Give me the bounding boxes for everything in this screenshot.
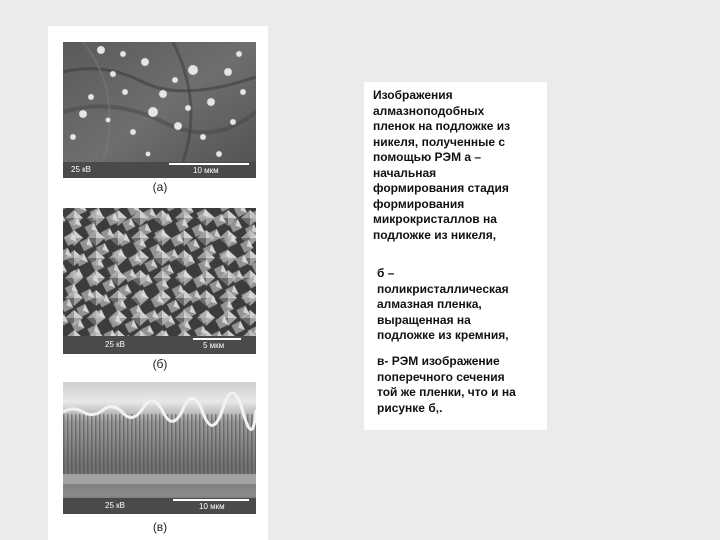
caption-a: (а) xyxy=(152,180,168,194)
scale-bar-a xyxy=(169,163,249,165)
description-part-a: Изображения алмазноподобных пленок на подложке из никеля, полученные с помощью РЭМ а – начальная формирования стадия формирования микрокристаллов на подложке из никеля, xyxy=(373,88,511,242)
description-panel xyxy=(364,82,547,430)
scale-bar-c xyxy=(173,499,249,501)
scale-label-a: 10 мкм xyxy=(193,166,219,175)
sem-image-b xyxy=(63,208,256,354)
sem-image-c-graphic xyxy=(63,382,256,514)
caption-c: (в) xyxy=(152,520,168,534)
scale-label-b: 5 мкм xyxy=(203,341,225,350)
sem-image-b-graphic xyxy=(63,208,256,354)
voltage-label-a: 25 кВ xyxy=(71,165,91,174)
scale-label-c: 10 мкм xyxy=(199,502,225,511)
caption-b: (б) xyxy=(152,357,168,371)
voltage-label-b: 25 кВ xyxy=(105,340,125,349)
sem-image-a xyxy=(63,42,256,178)
sem-image-a-graphic xyxy=(63,42,256,178)
sem-label-bar-c xyxy=(63,498,256,514)
figure-panel xyxy=(48,26,268,540)
sem-label-bar-b xyxy=(63,336,256,354)
scale-bar-b xyxy=(193,338,241,340)
sem-image-c xyxy=(63,382,256,514)
description-part-b: б – поликристаллическая алмазная пленка, выращенная на подложке из кремния, xyxy=(377,266,509,342)
description-part-c: в- РЭМ изображение поперечного сечения той же пленки, что и на рисунке б,. xyxy=(377,354,516,415)
voltage-label-c: 25 кВ xyxy=(105,501,125,510)
sem-label-bar-a xyxy=(63,162,256,178)
